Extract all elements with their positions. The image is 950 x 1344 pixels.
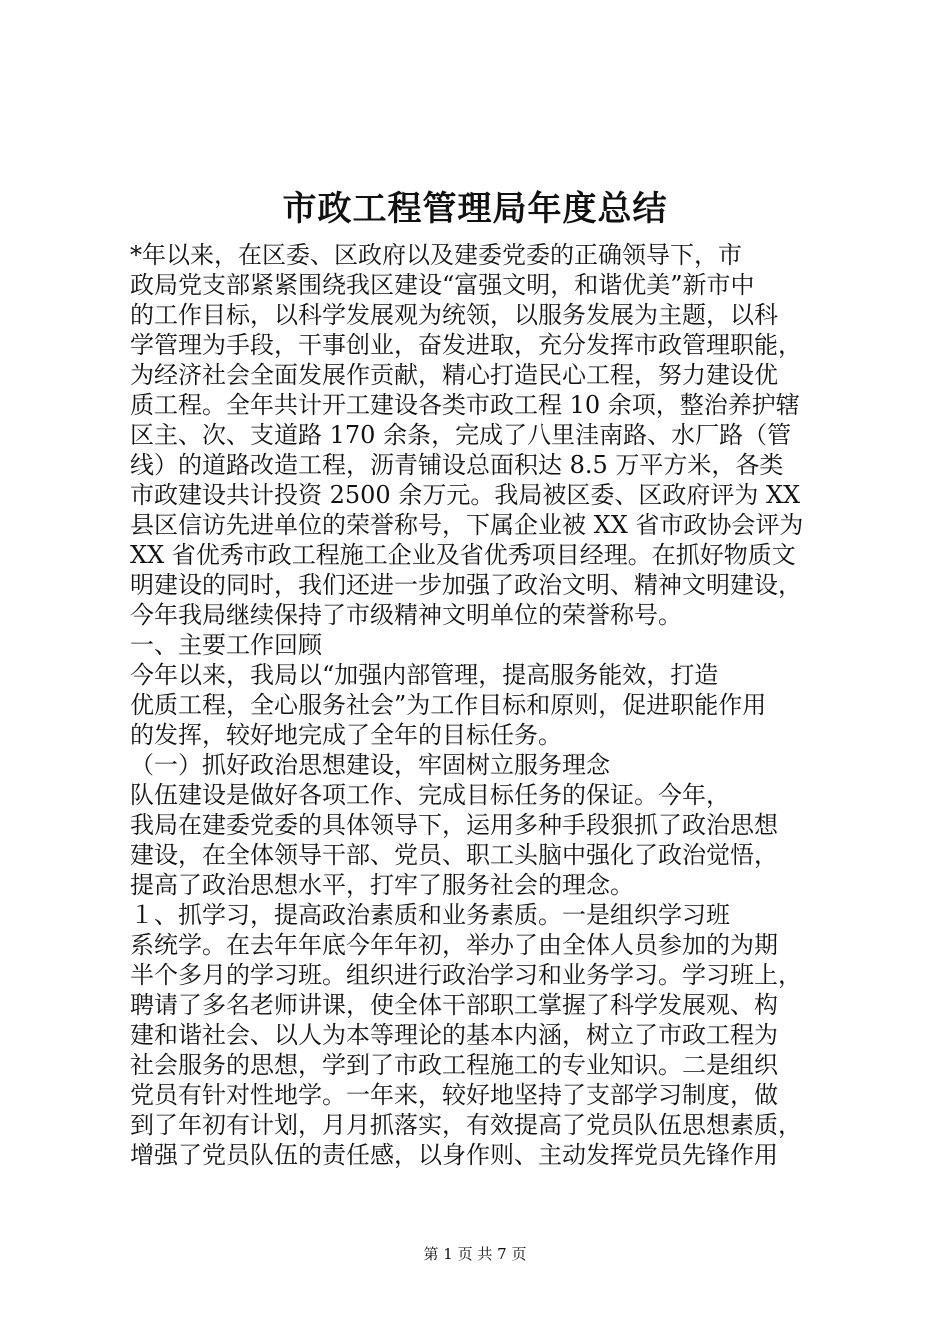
body-line: 党员有针对性地学。一年来，较好地坚持了支部学习制度，做 bbox=[130, 1081, 778, 1109]
body-line: 优质工程，全心服务社会”为工作目标和原则，促进职能作用 bbox=[130, 691, 767, 719]
page-footer: 第 1 页 共 7 页 bbox=[423, 1245, 527, 1263]
body-line: 的工作目标，以科学发展观为统领，以服务发展为主题，以科 bbox=[130, 301, 778, 329]
document-title: 市政工程管理局年度总结 bbox=[282, 189, 668, 229]
body-line: 聘请了多名老师讲课，使全体干部职工掌握了科学发展观、构 bbox=[130, 991, 778, 1019]
body-line: 到了年初有计划，月月抓落实，有效提高了党员队伍思想素质， bbox=[130, 1111, 802, 1139]
body-line: １、抓学习，提高政治素质和业务素质。一是组织学习班 bbox=[130, 901, 730, 929]
body-line: 今年我局继续保持了市级精神文明单位的荣誉称号。 bbox=[130, 601, 682, 629]
body-line: 政局党支部紧紧围绕我区建设“富强文明，和谐优美”新市中 bbox=[130, 271, 755, 299]
body-line: 建设，在全体领导干部、党员、职工头脑中强化了政治觉悟， bbox=[130, 841, 778, 869]
body-line: 队伍建设是做好各项工作、完成目标任务的保证。今年， bbox=[130, 781, 730, 809]
body-line: 增强了党员队伍的责任感，以身作则、主动发挥党员先锋作用 bbox=[130, 1141, 778, 1169]
body-line: 线）的道路改造工程，沥青铺设总面积达 8.5 万平方米，各类 bbox=[130, 451, 784, 479]
body-line: *年以来，在区委、区政府以及建委党委的正确领导下，市 bbox=[130, 241, 742, 269]
body-line: 建和谐社会、以人为本等理论的基本内涵，树立了市政工程为 bbox=[130, 1021, 778, 1049]
body-line: 学管理为手段，干事创业，奋发进取，充分发挥市政管理职能， bbox=[130, 331, 802, 359]
body-line: XX 省优秀市政工程施工企业及省优秀项目经理。在抓好物质文 bbox=[130, 541, 796, 569]
body-line: 质工程。全年共计开工建设各类市政工程 10 余项，整治养护辖 bbox=[130, 391, 800, 419]
document-body bbox=[130, 240, 830, 1170]
body-line: 系统学。在去年年底今年年初，举办了由全体人员参加的为期 bbox=[130, 931, 778, 959]
body-line: 的发挥，较好地完成了全年的目标任务。 bbox=[130, 721, 562, 749]
body-line: 提高了政治思想水平，打牢了服务社会的理念。 bbox=[130, 871, 634, 899]
subsection-heading: （一）抓好政治思想建设，牢固树立服务理念 bbox=[130, 751, 610, 779]
body-line: 区主、次、支道路 170 余条，完成了八里洼南路、水厂路（管 bbox=[130, 421, 792, 449]
body-line: 我局在建委党委的具体领导下，运用多种手段狠抓了政治思想 bbox=[130, 811, 778, 839]
section-heading: 一、主要工作回顾 bbox=[130, 631, 322, 659]
body-line: 市政建设共计投资 2500 余万元。我局被区委、区政府评为 XX bbox=[130, 481, 801, 509]
body-line: 县区信访先进单位的荣誉称号，下属企业被 XX 省市政协会评为 bbox=[130, 511, 804, 539]
body-line: 今年以来，我局以“加强内部管理，提高服务能效，打造 bbox=[130, 661, 719, 689]
body-line: 社会服务的思想，学到了市政工程施工的专业知识。二是组织 bbox=[130, 1051, 778, 1079]
body-line: 为经济社会全面发展作贡献，精心打造民心工程，努力建设优 bbox=[130, 361, 778, 389]
body-line: 半个多月的学习班。组织进行政治学习和业务学习。学习班上， bbox=[130, 961, 802, 989]
body-line: 明建设的同时，我们还进一步加强了政治文明、精神文明建设， bbox=[130, 571, 802, 599]
